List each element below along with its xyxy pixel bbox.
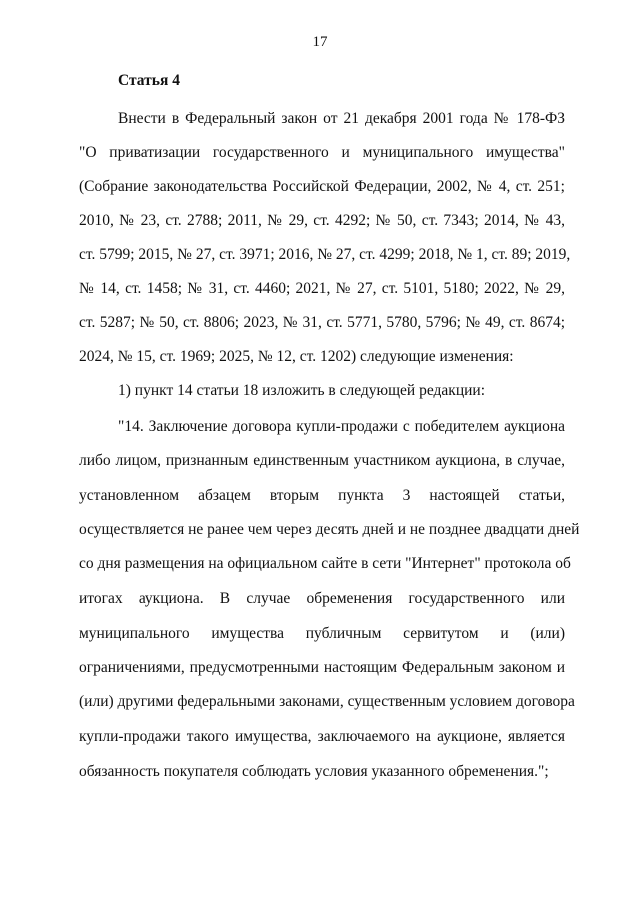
quote-line: ограничениями, предусмотренными настоящим Федеральным законом и — [79, 659, 565, 676]
quote-line: муниципального имущества публичным сервитутом и (или) — [79, 625, 565, 642]
page-number: 17 — [312, 34, 328, 50]
quote-line: осуществляется не ранее чем через десять дней и не позднее двадцати дней — [79, 521, 580, 538]
quote-line: купли-продажи такого имущества, заключаемого на аукционе, является — [79, 728, 565, 745]
intro-line: 2024, № 15, ст. 1969; 2025, № 12, ст. 1202) следующие изменения: — [79, 348, 514, 365]
intro-line: ст. 5799; 2015, № 27, ст. 3971; 2016, № 27, ст. 4299; 2018, № 1, ст. 89; 2019, — [79, 246, 571, 263]
intro-line: ст. 5287; № 50, ст. 8806; 2023, № 31, ст. 5771, 5780, 5796; № 49, ст. 8674; — [79, 314, 565, 331]
quote-line: либо лицом, признанным единственным участником аукциона, в случае, — [79, 452, 565, 469]
article-heading: Статья 4 — [118, 72, 180, 89]
quote-line: обязанность покупателя соблюдать условия указанного обременения."; — [79, 763, 549, 780]
item-line: 1) пункт 14 статьи 18 изложить в следующей редакции: — [118, 382, 486, 399]
quote-line: (или) другими федеральными законами, существенным условием договора — [79, 693, 575, 710]
intro-line: "О приватизации государственного и муниципального имущества" — [79, 144, 565, 161]
intro-line: 2010, № 23, ст. 2788; 2011, № 29, ст. 4292; № 50, ст. 7343; 2014, № 43, — [79, 212, 565, 229]
quote-line: "14. Заключение договора купли-продажи с победителем аукциона — [118, 418, 565, 435]
intro-line: Внести в Федеральный закон от 21 декабря 2001 года № 178-ФЗ — [118, 110, 565, 127]
intro-line: № 14, ст. 1458; № 31, ст. 4460; 2021, № 27, ст. 5101, 5180; 2022, № 29, — [79, 280, 565, 297]
intro-line: (Собрание законодательства Российской Федерации, 2002, № 4, ст. 251; — [79, 178, 565, 195]
quote-line: установленном абзацем вторым пункта 3 настоящей статьи, — [79, 487, 565, 504]
quote-line: со дня размещения на официальном сайте в сети "Интернет" протокола об — [79, 555, 571, 572]
quote-line: итогах аукциона. В случае обременения государственного или — [79, 590, 565, 607]
